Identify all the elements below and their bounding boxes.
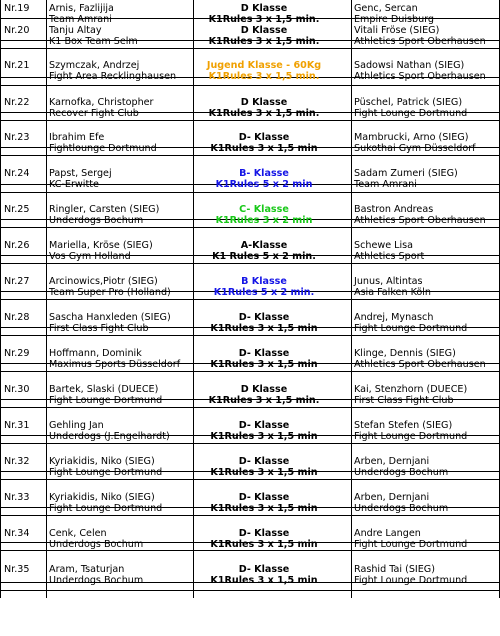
bout-row	[0, 528, 500, 552]
fighter-1-club: Underdogs Bochum	[49, 539, 144, 550]
fighter-2-club: Athletics Sport Oberhausen	[354, 36, 486, 47]
fighter-2-club: Sukothai Gym Düsseldorf	[354, 143, 476, 154]
bout-number: Nr.30	[4, 384, 30, 395]
fighter-2-club: Underdogs Bochum	[354, 467, 449, 478]
bout-row	[0, 132, 500, 156]
fighter-1-club: Fight Lounge Dortmund	[49, 467, 163, 478]
fighter-2-name: Vitali Fröse (SIEG)	[354, 25, 440, 36]
weight-class: D Klasse	[240, 384, 288, 395]
fighter-1-name: Ibrahim Efe	[49, 132, 105, 143]
fighter-1-name: Gehling Jan	[49, 420, 104, 431]
fighter-1-name: Mariella, Kröse (SIEG)	[49, 240, 153, 251]
fighter-1-name: Szymczak, Andrzej	[49, 60, 140, 71]
fighter-1-club: Fight Area Recklinghausen	[49, 71, 177, 82]
bout-row	[0, 348, 500, 372]
fighter-1-name: Kyriakidis, Niko (SIEG)	[49, 492, 155, 503]
bout-rules: K1Rules 3 x 1,5 min	[210, 359, 318, 370]
bout-number: Nr.31	[4, 420, 30, 431]
bout-number: Nr.29	[4, 348, 30, 359]
bout-rules: K1Rules 3 x 2 min	[215, 215, 313, 226]
bout-row	[0, 492, 500, 516]
fighter-1-club: Fight Lounge Dortmund	[49, 503, 163, 514]
bout-rules: K1Rules 3 x 1,5 min	[210, 323, 318, 334]
weight-class: D- Klasse	[238, 456, 290, 467]
fighter-1-name: Tanju Altay	[49, 25, 102, 36]
bout-rules: K1Rules 3 x 1,5 min	[210, 431, 318, 442]
bout-row	[0, 240, 500, 264]
weight-class: B Klasse	[241, 276, 287, 287]
fighter-1-club: Underdogs Bochum	[49, 215, 144, 226]
bout-number: Nr.32	[4, 456, 30, 467]
fighter-1-club: Maximus Sports Düsseldorf	[49, 359, 181, 370]
fighter-1-name: Arcinowics,Piotr (SIEG)	[49, 276, 158, 287]
bout-row	[0, 3, 500, 27]
fighter-1-name: Aram, Tsaturjan	[49, 564, 125, 575]
fighter-2-club: Athletics Sport Oberhausen	[354, 215, 486, 226]
bout-rules: K1Rules 3 x 1,5 min	[210, 143, 318, 154]
fighter-1-name: Cenk, Celen	[49, 528, 107, 539]
bout-number: Nr.22	[4, 97, 30, 108]
weight-class: D- Klasse	[238, 312, 290, 323]
bout-row	[0, 420, 500, 444]
fighter-1-name: Hoffmann, Dominik	[49, 348, 142, 359]
fighter-2-club: Underdogs Bochum	[354, 503, 449, 514]
fighter-1-club: Underdogs Bochum	[49, 575, 144, 586]
fighter-2-club: Empire Duisburg	[354, 14, 435, 25]
fighter-2-name: Andrej, Mynasch	[354, 312, 434, 323]
fighter-2-name: Rashid Tai (SIEG)	[354, 564, 435, 575]
weight-class: D- Klasse	[238, 564, 290, 575]
fighter-2-club: First Class Fight Club	[354, 395, 454, 406]
fighter-2-club: Fight Lounge Dortmund	[354, 575, 468, 586]
fighter-2-name: Junus, Altintas	[354, 276, 423, 287]
bout-number: Nr.20	[4, 25, 30, 36]
fighter-1-name: Sascha Hanxleden (SIEG)	[49, 312, 171, 323]
fighter-1-club: First Class Fight Club	[49, 323, 149, 334]
fighter-1-name: Kyriakidis, Niko (SIEG)	[49, 456, 155, 467]
fighter-2-name: Stefan Stefen (SIEG)	[354, 420, 453, 431]
bout-row	[0, 97, 500, 121]
fighter-2-club: Fight Lounge Dortmund	[354, 323, 468, 334]
fighter-2-name: Püschel, Patrick (SIEG)	[354, 97, 463, 108]
weight-class: D- Klasse	[238, 348, 290, 359]
fighter-2-name: Schewe Lisa	[354, 240, 414, 251]
bout-number: Nr.21	[4, 60, 30, 71]
bout-row	[0, 312, 500, 336]
bout-row	[0, 564, 500, 588]
bout-rules: K1Rules 5 x 2 min	[215, 179, 313, 190]
fighter-2-name: Sadowsi Nathan (SIEG)	[354, 60, 465, 71]
fighter-2-club: Asia Falken Köln	[354, 287, 432, 298]
bout-rules: K1Rules 3 x 1,5 min.	[208, 14, 320, 25]
bout-rules: K1 Rules 5 x 2 min.	[212, 251, 316, 262]
bout-number: Nr.34	[4, 528, 30, 539]
bout-rules: K1Rules 3 x 1,5 min	[210, 575, 318, 586]
fighter-2-club: Fight Lounge Dortmund	[354, 539, 468, 550]
fighter-1-name: Karnofka, Christopher	[49, 97, 154, 108]
bout-rules: K1Rules 3 x 1,5 min	[210, 467, 318, 478]
weight-class: B- Klasse	[239, 168, 289, 179]
fighter-1-club: KC-Erwitte	[49, 179, 99, 190]
fighter-2-club: Athletics Sport Oberhausen	[354, 71, 486, 82]
fighter-2-club: Team Amrani	[354, 179, 417, 190]
bout-number: Nr.23	[4, 132, 30, 143]
bout-row	[0, 60, 500, 84]
bout-number: Nr.25	[4, 204, 30, 215]
fighter-2-name: Arben, Dernjani	[354, 492, 430, 503]
fighter-1-name: Bartek, Slaski (DUECE)	[49, 384, 159, 395]
weight-class: A-Klasse	[240, 240, 288, 251]
row-divider	[0, 85, 500, 86]
fighter-2-name: Arben, Dernjani	[354, 456, 430, 467]
bout-number: Nr.26	[4, 240, 30, 251]
fighter-1-club: Underdogs (J.Engelhardt)	[49, 431, 170, 442]
fighter-2-name: Andre Langen	[354, 528, 421, 539]
fighter-2-name: Genc, Sercan	[354, 3, 418, 14]
fighter-2-club: Athletics Sport	[354, 251, 425, 262]
bout-row	[0, 204, 500, 228]
weight-class: Jugend Klasse - 60Kg	[206, 60, 322, 71]
fighter-2-club: Athletics Sport Oberhausen	[354, 359, 486, 370]
fighter-1-club: Fightlounge Dortmund	[49, 143, 157, 154]
weight-class: D- Klasse	[238, 492, 290, 503]
bout-rules: K1Rules 5 x 2 min.	[213, 287, 315, 298]
fighter-1-club: Team Amrani	[49, 14, 112, 25]
weight-class: D- Klasse	[238, 132, 290, 143]
bout-number: Nr.28	[4, 312, 30, 323]
fighter-1-club: Team Super Pro (Holland)	[49, 287, 171, 298]
bout-rules: K1Rules 3 x 1,5 min.	[208, 108, 320, 119]
bout-rules: K1Rules 3 x 1,5 min	[210, 503, 318, 514]
weight-class: D Klasse	[240, 25, 288, 36]
bout-rules: K1Rules 3 x 1,5 min.	[208, 71, 320, 82]
bout-number: Nr.27	[4, 276, 30, 287]
bout-row	[0, 456, 500, 480]
bout-rules: K1Rules 3 x 1,5 min.	[208, 395, 320, 406]
bout-number: Nr.33	[4, 492, 30, 503]
weight-class: C- Klasse	[239, 204, 289, 215]
bout-row	[0, 25, 500, 49]
bout-number: Nr.19	[4, 3, 30, 14]
fighter-2-name: Klinge, Dennis (SIEG)	[354, 348, 456, 359]
fighter-1-club: Vos Gym Holland	[49, 251, 131, 262]
row-divider	[0, 590, 500, 591]
bout-number: Nr.24	[4, 168, 30, 179]
bout-number: Nr.35	[4, 564, 30, 575]
bout-rules: K1Rules 3 x 1,5 min.	[208, 36, 320, 47]
fighter-1-name: Arnis, Fazlijija	[49, 3, 114, 14]
row-divider	[0, 192, 500, 193]
fighter-2-name: Sadam Zumeri (SIEG)	[354, 168, 458, 179]
bout-row	[0, 384, 500, 408]
bout-rules: K1Rules 3 x 1,5 min	[210, 539, 318, 550]
fighter-1-name: Ringler, Carsten (SIEG)	[49, 204, 160, 215]
bout-row	[0, 276, 500, 300]
weight-class: D Klasse	[240, 97, 288, 108]
fighter-1-club: Fight Lounge Dortmund	[49, 395, 163, 406]
fighter-2-name: Mambrucki, Arno (SIEG)	[354, 132, 469, 143]
bout-row	[0, 168, 500, 192]
fighter-2-name: Bastron Andreas	[354, 204, 434, 215]
fighter-1-club: Recover Fight Club	[49, 108, 139, 119]
fighter-1-name: Papst, Sergej	[49, 168, 112, 179]
fighter-2-club: Fight Lounge Dortmund	[354, 108, 468, 119]
weight-class: D- Klasse	[238, 420, 290, 431]
weight-class: D- Klasse	[238, 528, 290, 539]
fighter-1-club: K1 Box Team Selm	[49, 36, 138, 47]
fighter-2-name: Kai, Stenzhorn (DUECE)	[354, 384, 468, 395]
fighter-2-club: Fight Lounge Dortmund	[354, 431, 468, 442]
weight-class: D Klasse	[240, 3, 288, 14]
